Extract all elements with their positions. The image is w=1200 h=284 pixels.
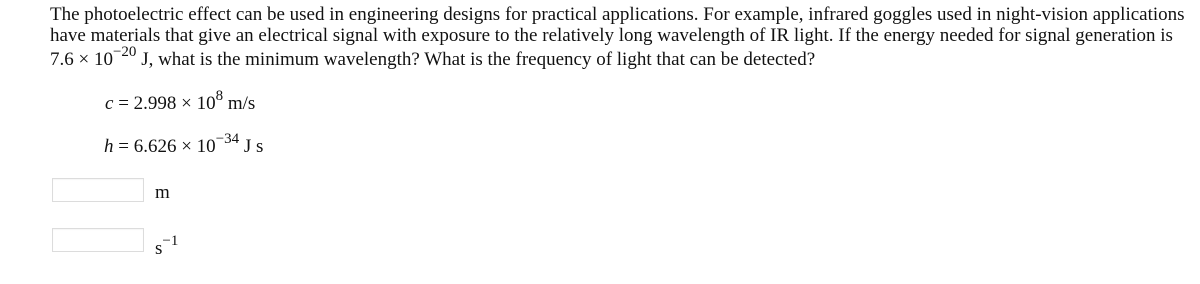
constant-c-mantissa: 2.998 × 10 (133, 93, 216, 114)
frequency-answer-input[interactable] (52, 228, 144, 252)
question-line-3 (50, 44, 1190, 70)
constant-h-mantissa: 6.626 × 10 (133, 136, 216, 157)
speed-of-light-constant (105, 88, 256, 115)
frequency-unit-base: s (155, 238, 163, 259)
energy-mantissa: 7.6 × 10 (50, 49, 113, 70)
constant-c-unit: m/s (223, 93, 256, 114)
constant-c-symbol: c (105, 93, 114, 114)
constant-c-equals: = (113, 93, 134, 114)
constant-c-exponent: 8 (215, 88, 224, 104)
frequency-unit (155, 233, 179, 260)
question-line-3-rest: J, what is the minimum wavelength? What is the frequency of light that can be detected? (136, 49, 816, 70)
frequency-unit-exponent: −1 (162, 233, 179, 249)
wavelength-answer-input[interactable] (52, 178, 144, 202)
energy-exponent: −20 (112, 44, 137, 60)
question-line-1: The photoelectric effect can be used in engineering designs for practical applications. For example, infrared goggles used in night-vision applications (50, 4, 1185, 25)
question-line-2: have materials that give an electrical signal with exposure to the relatively long wavelength of IR light. If the energy needed for signal generation is (50, 25, 1173, 46)
wavelength-unit (155, 182, 170, 204)
question-text (50, 4, 1190, 70)
constant-h-equals: = (113, 136, 134, 157)
constant-h-exponent: −34 (215, 131, 240, 147)
wavelength-unit-base: m (155, 182, 170, 203)
planck-constant (104, 131, 264, 158)
constant-h-unit: J s (239, 136, 264, 157)
constant-h-symbol: h (104, 136, 114, 157)
